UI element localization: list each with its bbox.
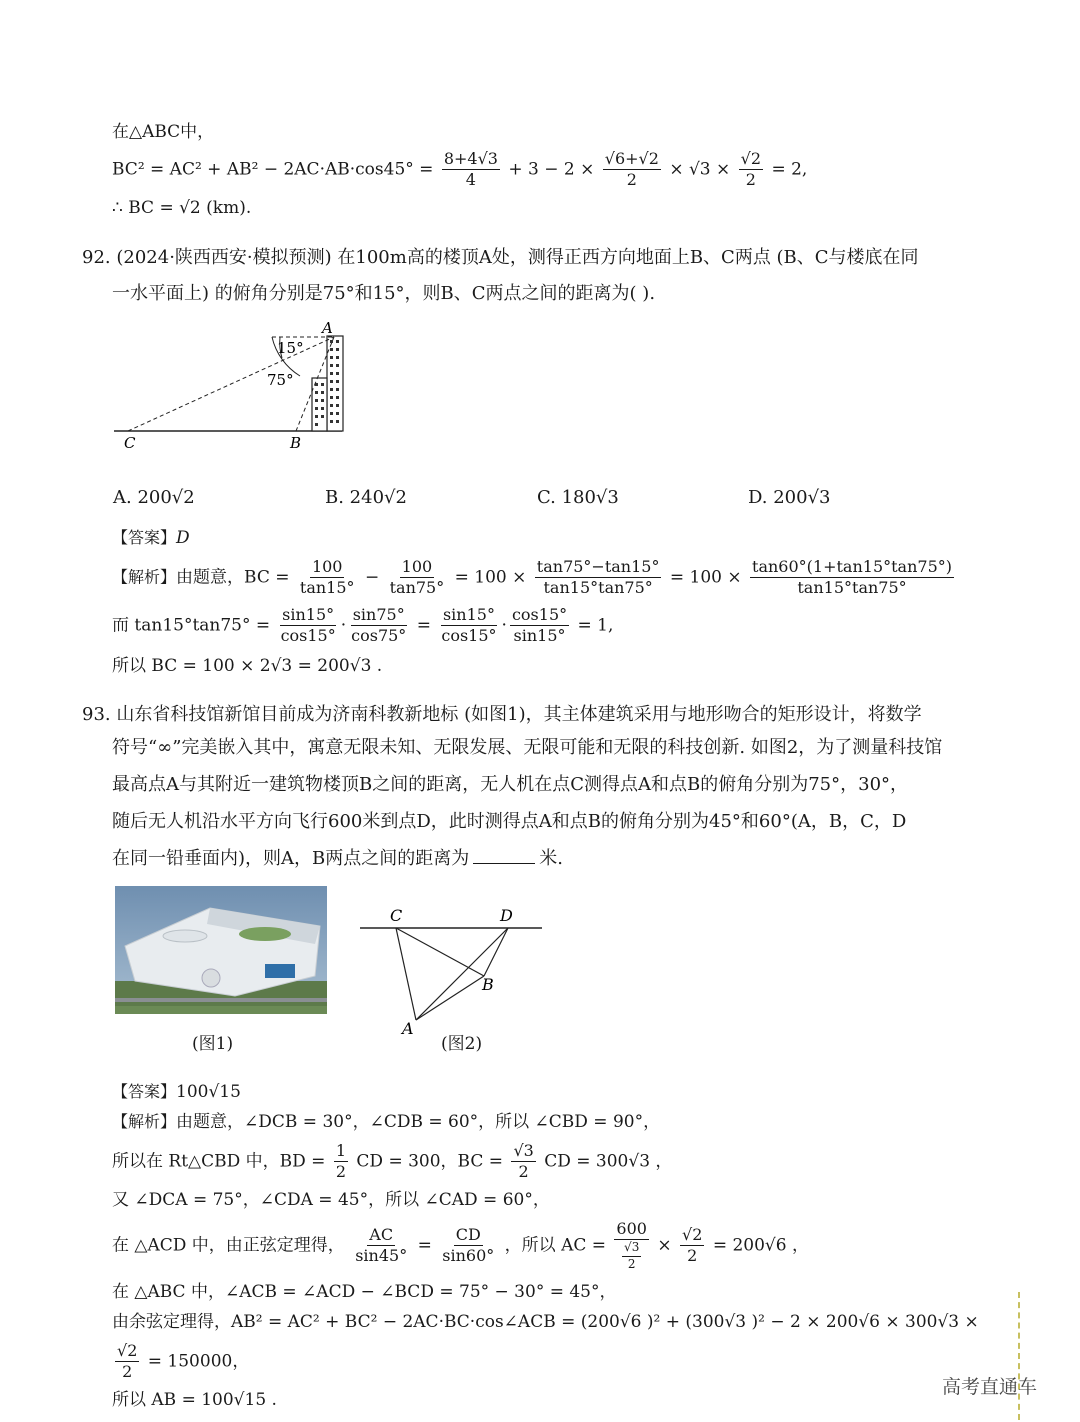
q92-line-1: 92. (2024·陕西西安·模拟预测) 在100m高的楼顶A处，测得正西方向地面上B、C两点 (B、C与楼底在同 xyxy=(82,247,919,268)
fraction: $\frac{\sin 15^\circ}{\cos 15^\circ}$ xyxy=(441,605,497,646)
fraction: $\frac{AC}{\sin 45^\circ}$ xyxy=(355,1225,408,1266)
option-c[interactable]: C. 180√3 xyxy=(537,487,619,508)
eq-lhs: BC² = AC² + AB² − 2AC·AB·cos45° = xyxy=(112,159,434,180)
q92-line-2: 一水平面上) 的俯角分别是75°和15°，则B、C两点之间的距离为( ). xyxy=(112,283,656,304)
label-a: A xyxy=(322,319,333,337)
caption-figure-1: (图1) xyxy=(192,1034,234,1054)
q92-solution-2: 而 tan15°tan75° = $\frac{\sin 15^\circ}{\cos 15^\circ}$ · $\frac{\sin 75^\circ}{\cos 75^\circ}$ = $\frac{\sin 15^\circ}{\cos 15^\circ}$ · $\frac{\cos 15^\circ}{\sin 15^\circ}$ = 1, xyxy=(112,605,614,646)
fraction: $\frac{√2}{2}$ xyxy=(117,1341,138,1382)
q93-solution-7: $\frac{√2}{2}$ = 150000， xyxy=(117,1341,250,1382)
q93-line-1: 93. 山东省科技馆新馆目前成为济南科教新地标 (如图1)，其主体建筑采用与地形吻合的矩形设计，将数学 xyxy=(82,704,922,725)
fraction: $\frac{\sin 15^\circ}{\cos 15^\circ}$ xyxy=(280,605,336,646)
fraction: $\frac{\cos 15^\circ}{\sin 15^\circ}$ xyxy=(511,605,568,646)
margin-dashed-line xyxy=(1018,1292,1020,1420)
angle-15: 15° xyxy=(277,339,304,357)
q92-solution-1: 【解析】由题意，BC = $\frac{100}{\tan 15^\circ}$ − $\frac{100}{\tan 75^\circ}$ = 100 × $\frac{\tan 75^\circ-\tan 15^\circ}{\tan 15^\circ\tan 75^\circ}$ = 100 × $\frac{\tan 60^\circ(1+\tan 15^\circ\tan 75^\circ)}{\tan 15^\circ\tan 75^\circ}$ xyxy=(112,557,952,598)
fraction: $\frac{100}{\tan 15^\circ}$ xyxy=(299,557,355,598)
q93-answer: 【答案】100√15 xyxy=(112,1082,241,1102)
eq-part: = 2, xyxy=(771,159,808,180)
q93-line-2: 符号“∞”完美嵌入其中，寓意无限未知、无限发展、无限可能和无限的科技创新. 如图2，为了测量科技馆 xyxy=(112,737,943,758)
eq-part: + 3 − 2 × xyxy=(508,159,595,180)
q93-solution-5: 在 △ABC 中，∠ACB = ∠ACD − ∠BCD = 75° − 30° = 45°， xyxy=(112,1282,617,1302)
q93-line-4: 随后无人机沿水平方向飞行600米到点D，此时测得点A和点B的俯角分别为45°和60°(A，B，C，D xyxy=(112,811,907,832)
label-b: B xyxy=(290,434,302,452)
fraction: $\frac{1}{2}$ xyxy=(335,1141,347,1182)
q93-solution-2: 所以在 Rt△CBD 中，BD = $\frac{1}{2}$ CD = 300，BC = $\frac{√3}{2}$ CD = 300√3 ， xyxy=(112,1141,673,1182)
q93-solution-4: 在 △ACD 中，由正弦定理得， $\frac{AC}{\sin 45^\circ}$ = $\frac{CD}{\sin 60^\circ}$ ，所以 AC = $\frac{600}{\frac{√3}{2}}$ × $\frac{√2}{2}$ = 200√6 ， xyxy=(112,1219,809,1272)
q92-figure xyxy=(112,318,362,458)
fraction: $\frac{CD}{\sin 60^\circ}$ xyxy=(442,1225,495,1266)
fraction: $\frac{\tan 60^\circ(1+\tan 15^\circ\tan 75^\circ)}{\tan 15^\circ\tan 75^\circ}$ xyxy=(752,557,952,598)
label-c: C xyxy=(124,434,136,452)
science-museum-photo xyxy=(115,886,327,1014)
label-d: D xyxy=(500,906,513,925)
option-a[interactable]: A. 200√2 xyxy=(113,487,195,508)
option-d[interactable]: D. 200√3 xyxy=(748,487,831,508)
q93-solution-1: 【解析】由题意，∠DCB = 30°，∠CDB = 60°，所以 ∠CBD = 90°， xyxy=(112,1112,661,1132)
q93-line-3: 最高点A与其附近一建筑物楼顶B之间的距离，无人机在点C测得点A和点B的俯角分别为75°，30°， xyxy=(112,774,909,795)
q93-solution-6: 由余弦定理得，AB² = AC² + BC² − 2AC·BC·cos∠ACB = (200√6 )² + (300√3 )² − 2 × 200√6 × 300√3 × xyxy=(112,1312,979,1332)
fraction: $\frac{600}{\frac{√3}{2}}$ xyxy=(616,1219,647,1272)
fraction: $\frac{8+4√3}{4}$ xyxy=(443,149,498,190)
prev-line-2 xyxy=(112,150,807,190)
angle-75: 75° xyxy=(267,371,294,389)
fraction: $\frac{√2}{2}$ xyxy=(740,149,762,190)
label-c: C xyxy=(390,906,403,925)
q93-solution-8: 所以 AB = 100√15 . xyxy=(112,1390,277,1410)
option-b[interactable]: B. 240√2 xyxy=(325,487,407,508)
q93-line-5: 在同一铅垂面内)，则A，B两点之间的距离为 米. xyxy=(112,848,563,869)
eq-part: × √3 × xyxy=(669,159,731,180)
prev-line-1: 在△ABC中， xyxy=(112,122,215,142)
caption-figure-2: (图2) xyxy=(441,1034,483,1054)
fraction: $\frac{\sin 75^\circ}{\cos 75^\circ}$ xyxy=(351,605,407,646)
label-b: B xyxy=(482,975,494,994)
q92-solution-3: 所以 BC = 100 × 2√3 = 200√3 . xyxy=(112,656,383,676)
answer-blank[interactable] xyxy=(473,849,535,864)
fraction: $\frac{\tan 75^\circ-\tan 15^\circ}{\tan 15^\circ\tan 75^\circ}$ xyxy=(536,557,660,598)
watermark: 高考直通车 xyxy=(942,1376,1038,1398)
label-a: A xyxy=(402,1019,414,1038)
q92-answer: 【答案】D xyxy=(112,528,190,548)
fraction: $\frac{√3}{2}$ xyxy=(624,1240,640,1272)
fraction: $\frac{100}{\tan 75^\circ}$ xyxy=(389,557,445,598)
q93-figure xyxy=(358,900,548,1040)
q93-solution-3: 又 ∠DCA = 75°，∠CDA = 45°，所以 ∠CAD = 60°， xyxy=(112,1190,550,1210)
fraction: $\frac{√3}{2}$ xyxy=(513,1141,534,1182)
prev-line-3: ∴ BC = √2 (km). xyxy=(112,198,252,218)
fraction: $\frac{√2}{2}$ xyxy=(682,1225,703,1266)
fraction: $\frac{√6+√2}{2}$ xyxy=(604,149,659,190)
